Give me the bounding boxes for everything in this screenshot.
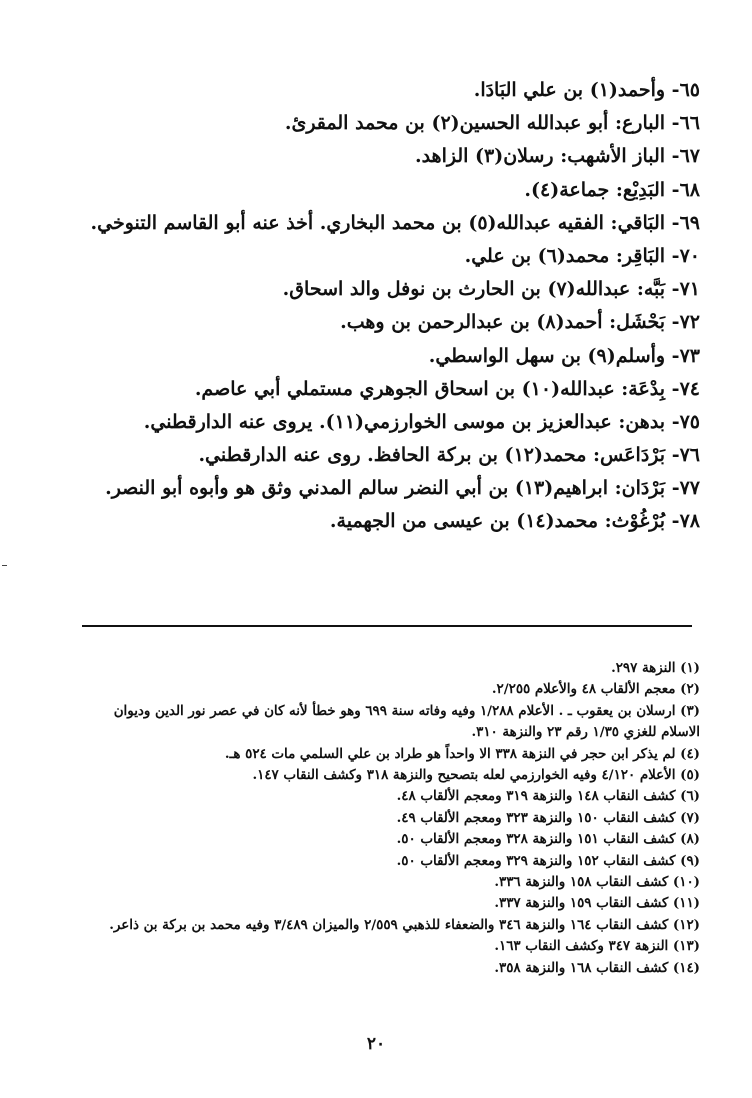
entry-78: ٧٨- بُرْغُوْث: محمد(١٤) بن عيسى من الجهمية. — [329, 510, 700, 533]
entry-66: ٦٦- البارع: أبو عبدالله الحسين(٢) بن محمد المقرئ. — [284, 112, 700, 135]
footnote-13: (١٣) النزهة ٣٤٧ وكشف النقاب ١٦٣. — [494, 938, 700, 955]
footnote-3-continued: الاسلام للغزي ١/٣٥ رقم ٢٣ والنزهة ٣١٠. — [471, 724, 700, 741]
footnote-6: (٦) كشف النقاب ١٤٨ والنزهة ٣١٩ ومعجم الألقاب ٤٨. — [396, 788, 700, 805]
entry-72: ٧٢- بَحْشَل: أحمد(٨) بن عبدالرحمن بن وهب. — [340, 311, 700, 334]
entry-75: ٧٥- بدهن: عبدالعزيز بن موسى الخوارزمي(١١). يروى عنه الدارقطني. — [143, 410, 700, 433]
entries-list — [60, 74, 700, 539]
entry-73: ٧٣- وأسلم(٩) بن سهل الواسطي. — [428, 344, 700, 367]
entry-65: ٦٥- وأحمد(١) بن علي البَادَا. — [473, 79, 700, 101]
margin-mark — [2, 565, 7, 566]
entry-76: ٧٦- بَرْدَاعَس: محمد(١٢) بن بركة الحافظ. روى عنه الدارقطني. — [198, 444, 700, 467]
entry-71: ٧١- بَبَّه: عبدالله(٧) بن الحارث بن نوفل والد اسحاق. — [282, 278, 700, 301]
footnote-10: (١٠) كشف النقاب ١٥٨ والنزهة ٣٣٦. — [494, 874, 700, 891]
footnote-11: (١١) كشف النقاب ١٥٩ والنزهة ٣٣٧. — [494, 895, 700, 912]
footnote-8: (٨) كشف النقاب ١٥١ والنزهة ٣٢٨ ومعجم الألقاب ٥٠. — [396, 831, 700, 848]
footnote-2: (٢) معجم الألقاب ٤٨ والأعلام ٢/٢٥٥. — [491, 681, 700, 698]
footnote-1: (١) النزهة ٢٩٧. — [611, 660, 700, 676]
footnote-3: (٣) ارسلان بن يعقوب ـ . الأعلام ١/٢٨٨ وفيه وفاته سنة ٦٩٩ وهو خطأ لأنه كان في عصر نور الدين وديوان — [113, 702, 700, 719]
footnotes-list — [60, 658, 700, 979]
footnote-5: (٥) الأعلام ٤/١٢٠ وفيه الخوارزمي لعله بتصحيح والنزهة ٣١٨ وكشف النقاب ١٤٧. — [252, 767, 700, 784]
entry-70: ٧٠- البَاقِر: محمد(٦) بن علي. — [464, 244, 700, 267]
entry-69: ٦٩- البَاقي: الفقيه عبدالله(٥) بن محمد البخاري. أخذ عنه أبو القاسم التنوخي. — [90, 211, 700, 234]
footnote-4: (٤) لم يذكر ابن حجر في النزهة ٣٣٨ الا واحداً هو طراد بن علي السلمي مات ٥٢٤ هـ. — [224, 745, 700, 762]
entry-77: ٧٧- بَرْدَان: ابراهيم(١٣) بن أبي النضر سالم المدني وثق هو وأبوه أبو النصر. — [105, 477, 700, 500]
entry-74: ٧٤- بِدْعَة: عبدالله(١٠) بن اسحاق الجوهري مستملي أبي عاصم. — [194, 377, 700, 400]
footnote-14: (١٤) كشف النقاب ١٦٨ والنزهة ٣٥٨. — [494, 959, 700, 976]
footnote-separator — [82, 625, 692, 627]
footnote-9: (٩) كشف النقاب ١٥٢ والنزهة ٣٢٩ ومعجم الألقاب ٥٠. — [396, 852, 700, 869]
footnote-12: (١٢) كشف النقاب ١٦٤ والنزهة ٣٤٦ والضعفاء للذهبي ٢/٥٥٩ والميزان ٣/٤٨٩ وفيه محمد بن بركة بن ذاعر. — [109, 916, 700, 933]
footnote-7: (٧) كشف النقاب ١٥٠ والنزهة ٣٢٣ ومعجم الألقاب ٤٩. — [396, 809, 700, 826]
entry-67: ٦٧- الباز الأشهب: رسلان(٣) الزاهد. — [414, 145, 700, 168]
page-number: ٢٠ — [366, 1034, 386, 1054]
entry-68: ٦٨- البَدِيْع: جماعة(٤). — [524, 178, 700, 201]
